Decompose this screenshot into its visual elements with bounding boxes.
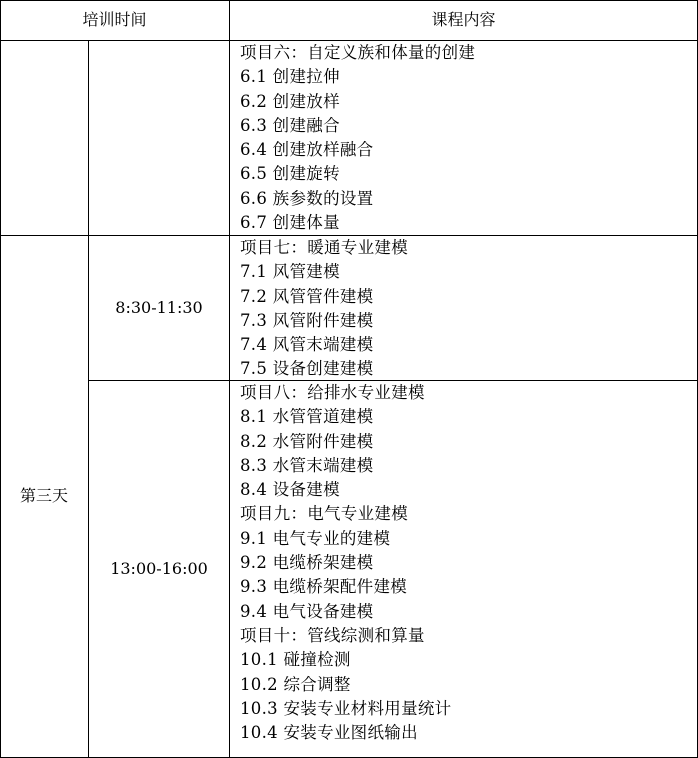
course-item: 7.3 风管附件建模 bbox=[240, 310, 374, 330]
course-item: 10.3 安装专业材料用量统计 bbox=[240, 698, 452, 718]
header-training-time: 培训时间 bbox=[82, 10, 147, 29]
course-item: 8.2 水管附件建模 bbox=[240, 431, 374, 451]
day-label: 第三天 bbox=[19, 486, 68, 505]
course-item: 6.1 创建拉伸 bbox=[240, 67, 340, 87]
course-item: 6.6 族参数的设置 bbox=[240, 188, 374, 208]
session-time-afternoon: 13:00-16:00 bbox=[110, 558, 208, 578]
course-item: 7.2 风管管件建模 bbox=[240, 286, 374, 306]
course-item: 7.4 风管末端建模 bbox=[240, 335, 374, 355]
project-heading: 项目九：电气专业建模 bbox=[240, 504, 408, 524]
course-item: 6.4 创建放样融合 bbox=[240, 140, 374, 160]
header-course-content: 课程内容 bbox=[431, 10, 496, 29]
content-block-2 bbox=[240, 236, 408, 382]
course-item: 10.4 安装专业图纸输出 bbox=[240, 723, 418, 743]
rule-content-divider bbox=[229, 0, 230, 758]
project-heading: 项目八：给排水专业建模 bbox=[240, 383, 425, 402]
course-item: 7.1 风管建模 bbox=[240, 262, 340, 282]
course-item: 10.1 碰撞检测 bbox=[240, 650, 351, 670]
course-item: 9.2 电缆桥架建模 bbox=[240, 553, 374, 573]
course-item: 6.7 创建体量 bbox=[240, 213, 340, 233]
content-block-3 bbox=[240, 381, 451, 745]
course-item: 9.4 电气设备建模 bbox=[240, 601, 374, 621]
project-heading: 项目六：自定义族和体量的创建 bbox=[240, 43, 476, 62]
course-item: 8.1 水管管道建模 bbox=[240, 407, 374, 427]
content-block-1 bbox=[240, 41, 475, 235]
course-item: 9.3 电缆桥架配件建模 bbox=[240, 577, 408, 597]
course-item: 7.5 设备创建建模 bbox=[240, 359, 374, 379]
course-item: 8.4 设备建模 bbox=[240, 480, 340, 500]
session-time-morning: 8:30-11:30 bbox=[115, 297, 203, 317]
course-item: 6.3 创建融合 bbox=[240, 115, 340, 135]
course-item: 6.2 创建放样 bbox=[240, 91, 340, 111]
project-heading: 项目七：暖通专业建模 bbox=[240, 238, 408, 257]
course-item: 8.3 水管末端建模 bbox=[240, 455, 374, 475]
course-item: 9.1 电气专业的建模 bbox=[240, 528, 391, 548]
project-heading: 项目十：管线综测和算量 bbox=[240, 625, 425, 645]
course-item: 10.2 综合调整 bbox=[240, 674, 351, 694]
course-item: 6.5 创建旋转 bbox=[240, 164, 340, 184]
